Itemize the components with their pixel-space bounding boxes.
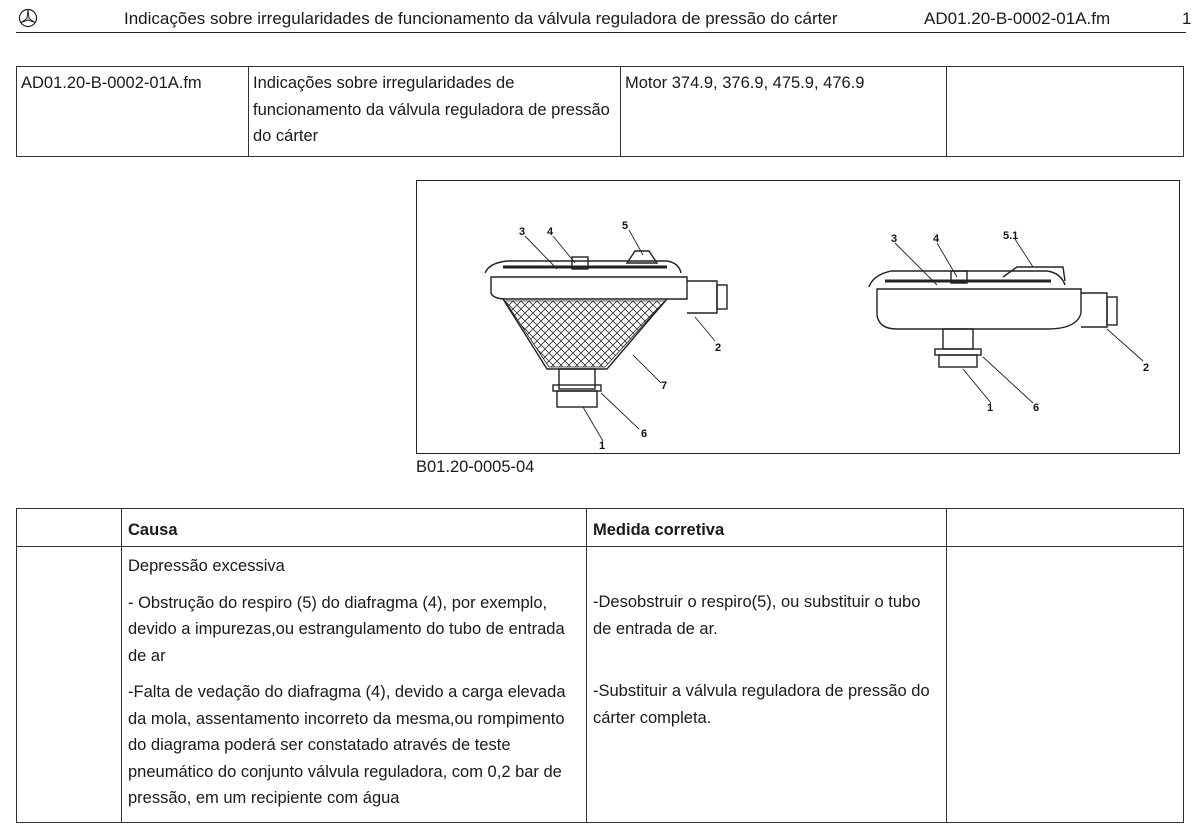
callout-7-left: 7 <box>661 380 668 392</box>
cause-item-1: - Obstrução do respiro (5) do diafragma (4), por exemplo, devido a impurezas,ou estrangulamento do tubo de entrada de ar <box>128 593 565 665</box>
page-header <box>16 6 1192 33</box>
header-page-number: 1 <box>1182 9 1192 28</box>
fix-item-1: -Desobstruir o respiro(5), ou substituir o tubo de entrada de ar. <box>593 593 921 638</box>
header-cause: Causa <box>122 509 587 547</box>
info-title: Indicações sobre irregularidades de funcionamento da válvula reguladora de pressão do cárter <box>249 67 621 157</box>
info-document-code: AD01.20-B-0002-01A.fm <box>17 67 249 157</box>
header-corrective-measure: Medida corretiva <box>587 509 947 547</box>
callout-4-right: 4 <box>933 233 940 245</box>
callout-3-right: 3 <box>891 233 898 245</box>
info-empty-cell <box>947 67 1184 157</box>
callout-2-right: 2 <box>1143 362 1150 374</box>
info-table <box>16 66 1184 157</box>
info-engines: Motor 374.9, 376.9, 475.9, 476.9 <box>621 67 947 157</box>
header-cell-empty-4 <box>947 509 1184 547</box>
callout-5-left: 5 <box>622 220 629 232</box>
callout-1-right: 1 <box>987 402 994 414</box>
corrective-cell <box>587 547 947 823</box>
cause-item-2: -Falta de vedação do diafragma (4), devido a carga elevada da mola, assentamento incorreto da mesma,ou rompimento do diagrama poderá ser constatado através de teste pneumático do conjunto válvula reguladora, com 0,2 bar de pressão, em um recipiente com água <box>128 683 566 807</box>
callout-6-left: 6 <box>641 428 648 440</box>
callout-2-left: 2 <box>715 342 722 354</box>
cause-title: Depressão excessiva <box>128 557 285 575</box>
valve-left-drawing <box>485 251 727 407</box>
callout-1-left: 1 <box>599 440 606 452</box>
fix-item-2: -Substituir a válvula reguladora de pressão do cárter completa. <box>593 682 930 727</box>
cause-cell <box>122 547 587 823</box>
figure-caption: B01.20-0005-04 <box>416 458 535 476</box>
valve-diagram-figure <box>416 180 1180 454</box>
body-cell-empty-4 <box>947 547 1184 823</box>
valve-diagram <box>417 181 1181 455</box>
callout-3-left: 3 <box>519 226 526 238</box>
body-cell-empty-1 <box>17 547 122 823</box>
header-cell-empty-1 <box>17 509 122 547</box>
header-file-code: AD01.20-B-0002-01A.fm <box>924 9 1111 28</box>
cause-table <box>16 508 1184 823</box>
mercedes-star-icon <box>18 8 38 28</box>
callout-5-1-right: 5.1 <box>1003 230 1019 242</box>
callout-6-right: 6 <box>1033 402 1040 414</box>
callout-4-left: 4 <box>547 226 554 238</box>
valve-right-drawing <box>869 267 1117 367</box>
header-title: Indicações sobre irregularidades de funcionamento da válvula reguladora de pressão do cárter <box>124 9 838 28</box>
